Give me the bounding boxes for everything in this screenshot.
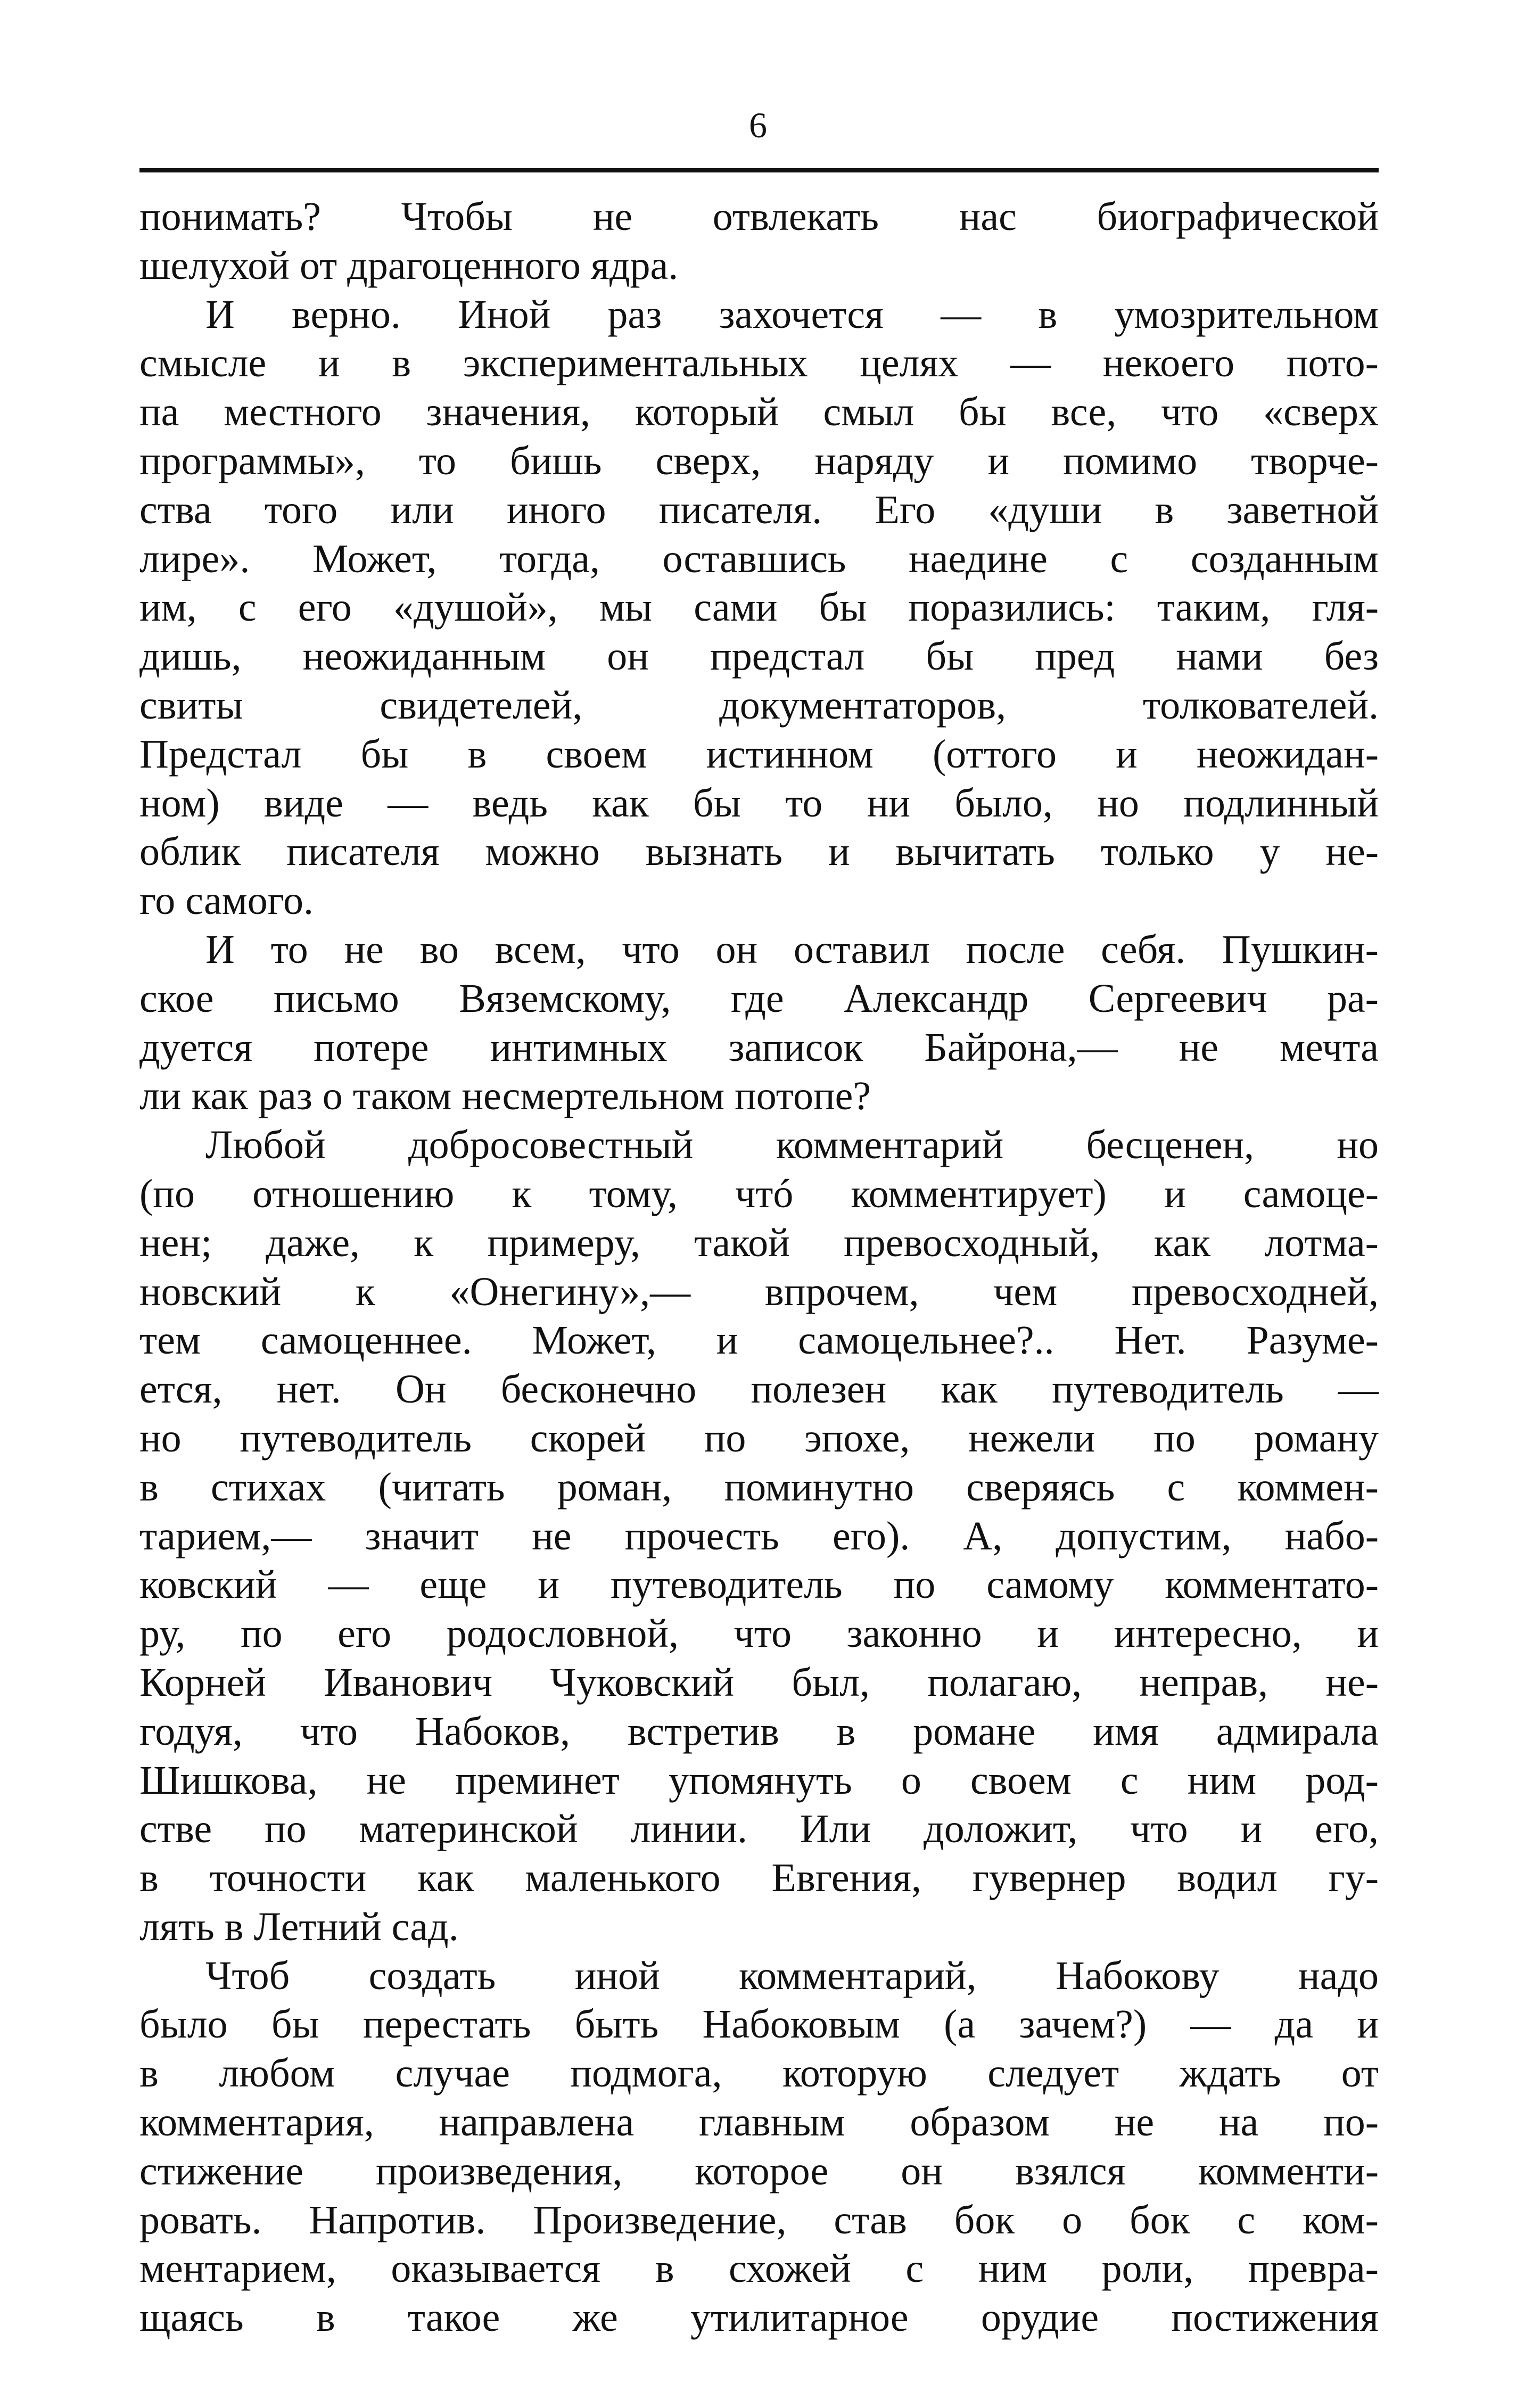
text-line: щаясь в такое же утилитарное орудие постижения [139, 2295, 1379, 2340]
text-line: тем самоценнее. Может, и самоцельнее?.. Нет. Разуме- [139, 1318, 1379, 1363]
text-line: ства того или иного писателя. Его «души в заветной [139, 487, 1379, 532]
text-line: ру, по его родословной, что законно и интересно, и [139, 1611, 1379, 1656]
text-line: па местного значения, который смыл бы все, что «сверх [139, 390, 1379, 435]
text-line: го самого. [139, 878, 314, 923]
text-line: ном) виде — ведь как бы то ни было, но подлинный [139, 780, 1379, 826]
text-line: годуя, что Набоков, встретив в романе имя адмирала [139, 1709, 1379, 1754]
text-line: Корней Иванович Чуковский был, полагаю, неправ, не- [139, 1660, 1379, 1705]
paragraph [139, 1121, 1379, 1952]
text-line: тарием,— значит не прочесть его). А, допустим, набо- [139, 1513, 1379, 1558]
paragraph [139, 1952, 1379, 2343]
text-line: смысле и в экспериментальных целях — некоего пото- [139, 341, 1379, 386]
text-line: (по отношению к тому, чтó комментирует) и самоце- [139, 1171, 1379, 1216]
paragraph [139, 291, 1379, 926]
text-line: Чтоб создать иной комментарий, Набокову надо [205, 1953, 1379, 1998]
text-line: Шишкова, не преминет упомянуть о своем с ним род- [139, 1758, 1379, 1803]
text-line: ровать. Напротив. Произведение, став бок о бок с ком- [139, 2197, 1379, 2242]
text-line: новский к «Онегину»,— впрочем, чем превосходней, [139, 1269, 1379, 1314]
text-line: ется, нет. Он бесконечно полезен как путеводитель — [139, 1367, 1379, 1412]
page-number: 6 [749, 105, 767, 145]
text-line: в стихах (читать роман, поминутно сверяясь с коммен- [139, 1464, 1379, 1510]
text-line: в точности как маленького Евгения, гувернер водил гу- [139, 1856, 1379, 1901]
text-line: ковский — еще и путеводитель по самому комментато- [139, 1562, 1379, 1607]
text-line: И верно. Иной раз захочется — в умозрительном [205, 292, 1379, 337]
text-line: Предстал бы в своем истинном (оттого и неожидан- [139, 731, 1379, 777]
text-line: нен; даже, к примеру, такой превосходный, как лотма- [139, 1220, 1379, 1265]
paragraph [139, 193, 1379, 291]
text-line: в любом случае подмога, которую следует ждать от [139, 2051, 1379, 2096]
text-line: ли как раз о таком несмертельном потопе? [139, 1074, 871, 1119]
header-rule [139, 168, 1379, 172]
text-line: лять в Летний сад. [139, 1904, 459, 1949]
text-line: комментария, направлена главным образом не на по- [139, 2100, 1379, 2145]
body-text [139, 193, 1379, 2343]
text-line: ментарием, оказывается в схожей с ним роли, превра- [139, 2246, 1379, 2291]
text-line: было бы перестать быть Набоковым (а зачем?) — да и [139, 2002, 1379, 2047]
text-line: лире». Может, тогда, оставшись наедине с созданным [139, 536, 1379, 581]
text-line: Любой добросовестный комментарий бесценен, но [205, 1123, 1379, 1168]
text-line: им, с его «душой», мы сами бы поразились: таким, гля- [139, 585, 1379, 630]
text-line: ское письмо Вяземскому, где Александр Сергеевич ра- [139, 976, 1379, 1021]
paragraph [139, 926, 1379, 1121]
text-line: понимать? Чтобы не отвлекать нас биографической [139, 194, 1379, 239]
text-line: программы», то бишь сверх, наряду и помимо творче- [139, 438, 1379, 483]
text-line: И то не во всем, что он оставил после себя. Пушкин- [205, 927, 1379, 972]
text-line: свиты свидетелей, документаторов, толкователей. [139, 682, 1379, 728]
text-line: облик писателя можно вызнать и вычитать только у не- [139, 829, 1379, 875]
text-line: но путеводитель скорей по эпохе, нежели по роману [139, 1415, 1379, 1461]
text-line: дуется потере интимных записок Байрона,— не мечта [139, 1025, 1379, 1070]
text-line: шелухой от драгоценного ядра. [139, 243, 679, 288]
text-line: стве по материнской линии. Или доложит, что и его, [139, 1807, 1379, 1852]
text-line: дишь, неожиданным он предстал бы пред нами без [139, 634, 1379, 679]
text-line: стижение произведения, которое он взялся комменти- [139, 2148, 1379, 2193]
